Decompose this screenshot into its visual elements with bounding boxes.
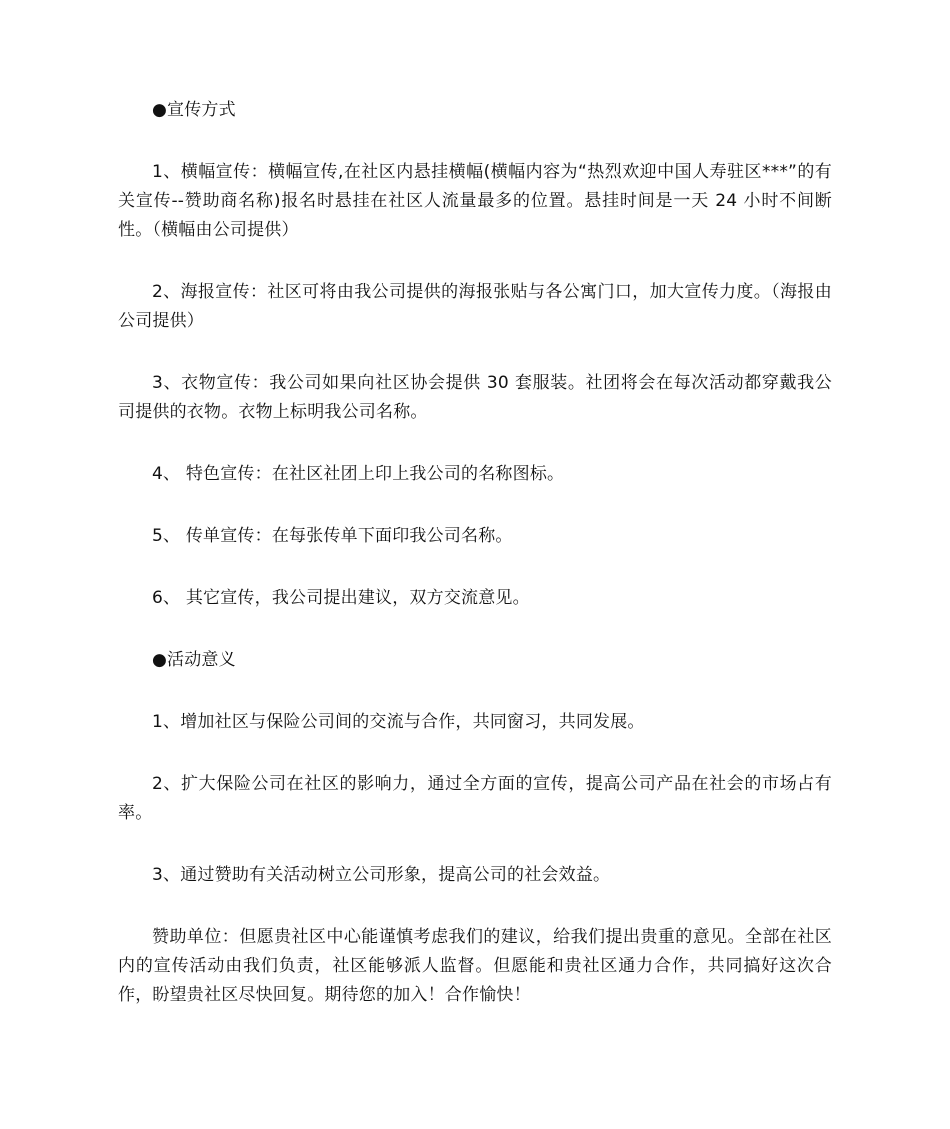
significance-item-exchange: 1、增加社区与保险公司间的交流与合作，共同窗习，共同发展。 [152,712,645,732]
promotion-item-feature: 4、 特色宣传：在社区社团上印上我公司的名称图标。 [152,464,565,484]
promotion-item-poster: 2、海报宣传：社区可将由我公司提供的海报张贴与各公寓门口，加大宣传力度。（海报由公司提供） [118,282,832,331]
closing-paragraph: 赞助单位：但愿贵社区中心能谨慎考虑我们的建议，给我们提出贵重的意见。全部在社区内的宣传活动由我们负责，社区能够派人监督。但愿能和贵社区通力合作，共同搞好这次合作，盼望贵社区尽快回复。期待您的加入！合作愉快！ [118,927,832,1005]
promotion-item-clothing: 3、衣物宣传：我公司如果向社区协会提供 30 套服装。社团将会在每次活动都穿戴我公司提供的衣物。衣物上标明我公司名称。 [118,373,832,422]
significance-item-influence: 2、扩大保险公司在社区的影响力，通过全方面的宣传，提高公司产品在社会的市场占有率。 [118,774,832,823]
section-heading-activity-significance: ●活动意义 [152,650,236,670]
significance-item-image: 3、通过赞助有关活动树立公司形象，提高公司的社会效益。 [152,865,611,885]
section-heading-promotion-methods: ●宣传方式 [152,100,236,120]
promotion-item-banner: 1、横幅宣传：横幅宣传,在社区内悬挂横幅(横幅内容为“热烈欢迎中国人寿驻区***”的有关宣传--赞助商名称)报名时悬挂在社区人流量最多的位置。悬挂时间是一天 24 小时不间断性。（横幅由公司提供） [118,162,832,240]
document-body [118,96,832,1043]
promotion-item-flyer: 5、 传单宣传：在每张传单下面印我公司名称。 [152,526,513,546]
promotion-item-other: 6、 其它宣传，我公司提出建议，双方交流意见。 [152,588,530,608]
